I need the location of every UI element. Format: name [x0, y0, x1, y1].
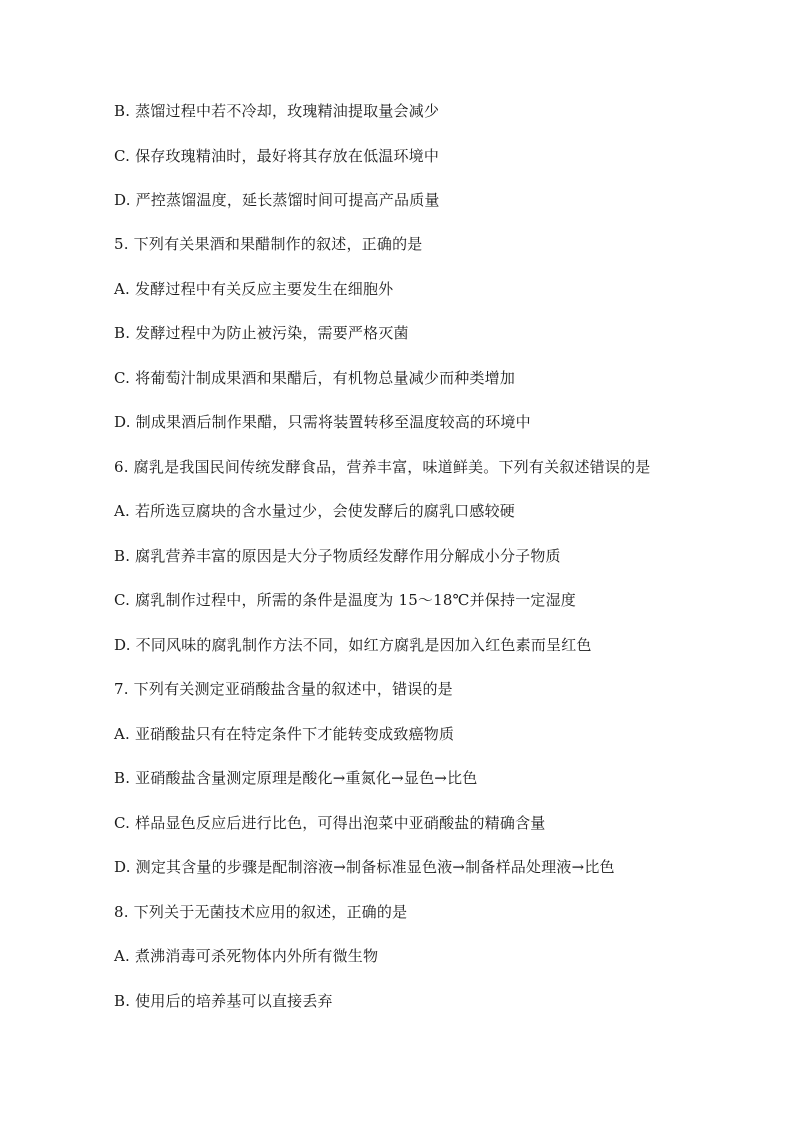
question-7: 7. 下列有关测定亚硝酸盐含量的叙述中，错误的是	[114, 680, 453, 698]
q8-option-a: A. 煮沸消毒可杀死物体内外所有微生物	[114, 947, 379, 965]
option-b-rose-oil-cooling: B. 蒸馏过程中若不冷却，玫瑰精油提取量会减少	[114, 102, 440, 120]
q7-option-c: C. 样品显色反应后进行比色，可得出泡菜中亚硝酸盐的精确含量	[114, 814, 546, 832]
q5-option-c: C. 将葡萄汁制成果酒和果醋后，有机物总量减少而种类增加	[114, 369, 516, 387]
q6-option-b: B. 腐乳营养丰富的原因是大分子物质经发酵作用分解成小分子物质	[114, 547, 561, 565]
q5-option-b: B. 发酵过程中为防止被污染，需要严格灭菌	[114, 324, 409, 342]
q7-option-d: D. 测定其含量的步骤是配制溶液→制备标准显色液→制备样品处理液→比色	[114, 858, 615, 876]
option-c-rose-oil-storage: C. 保存玫瑰精油时，最好将其存放在低温环境中	[114, 147, 440, 165]
question-6: 6. 腐乳是我国民间传统发酵食品，营养丰富，味道鲜美。下列有关叙述错误的是	[114, 458, 651, 476]
q6-option-d: D. 不同风味的腐乳制作方法不同，如红方腐乳是因加入红色素而呈红色	[114, 636, 592, 654]
q5-option-a: A. 发酵过程中有关反应主要发生在细胞外	[114, 280, 394, 298]
question-5: 5. 下列有关果酒和果醋制作的叙述，正确的是	[114, 235, 423, 253]
q6-option-a: A. 若所选豆腐块的含水量过少，会使发酵后的腐乳口感较硬	[114, 502, 515, 520]
q5-option-d: D. 制成果酒后制作果醋，只需将装置转移至温度较高的环境中	[114, 413, 531, 431]
option-d-distillation-time: D. 严控蒸馏温度，延长蒸馏时间可提高产品质量	[114, 191, 440, 209]
question-8: 8. 下列关于无菌技术应用的叙述，正确的是	[114, 903, 408, 921]
q7-option-a: A. 亚硝酸盐只有在特定条件下才能转变成致癌物质	[114, 725, 455, 743]
q6-option-c: C. 腐乳制作过程中，所需的条件是温度为 15～18℃并保持一定湿度	[114, 591, 577, 609]
q7-option-b: B. 亚硝酸盐含量测定原理是酸化→重氮化→显色→比色	[114, 769, 478, 787]
q8-option-b: B. 使用后的培养基可以直接丢弃	[114, 992, 333, 1010]
